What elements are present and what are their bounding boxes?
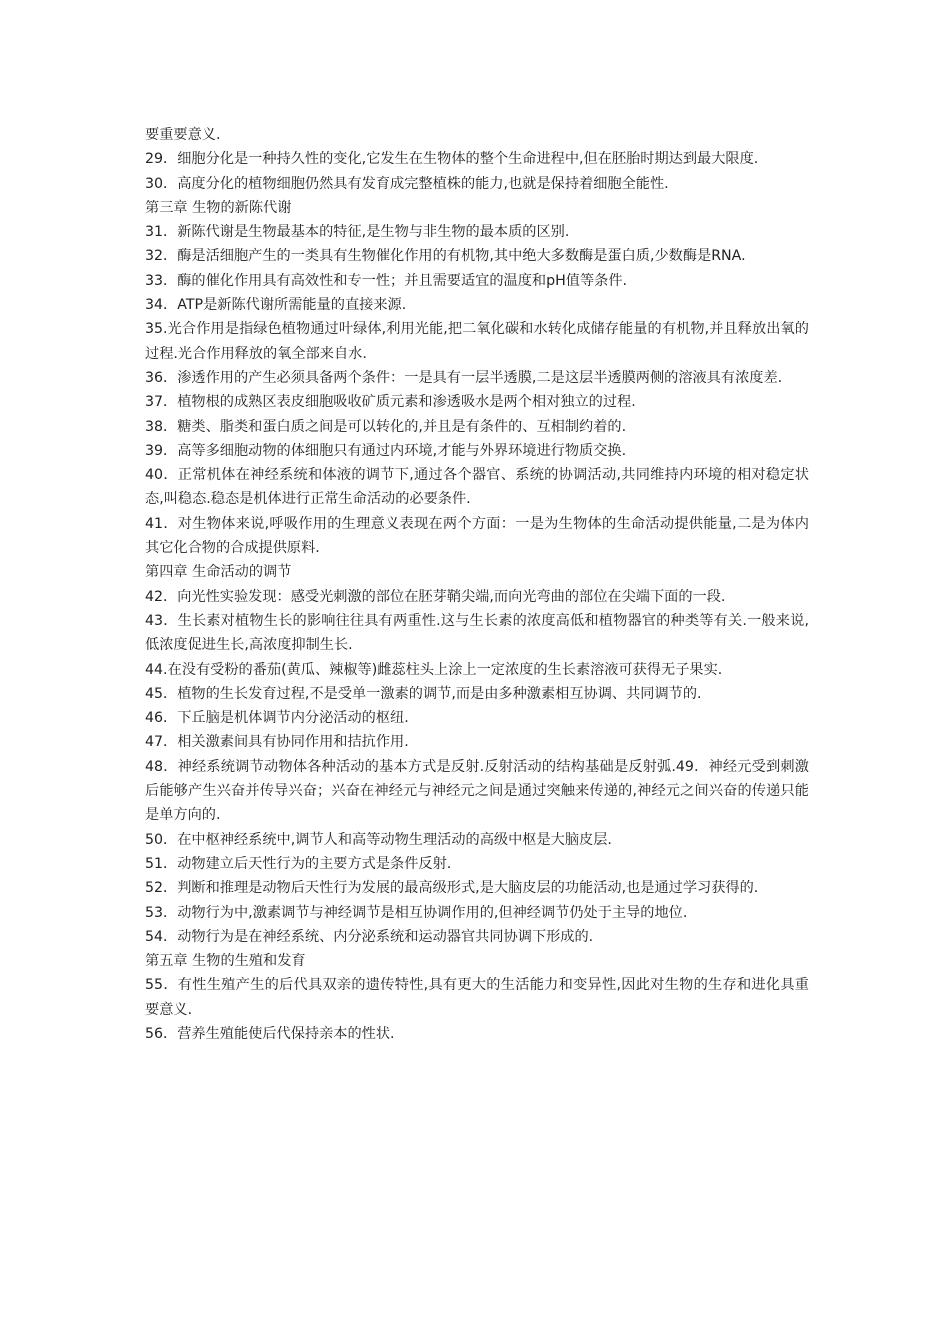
chapter-3-heading: 第三章 生物的新陈代谢 xyxy=(145,199,292,216)
item-31: 31．新陈代谢是生物最基本的特征,是生物与非生物的最本质的区别. xyxy=(145,224,570,241)
paragraph-fragment: 要重要意义. xyxy=(145,127,221,143)
item-45: 45．植物的生长发育过程,不是受单一激素的调节,而是由多种激素相互协调、共同调节的. xyxy=(145,685,702,702)
item-53: 53．动物行为中,激素调节与神经调节是相互协调作用的,但神经调节仍处于主导的地位. xyxy=(145,904,688,921)
item-56: 56．营养生殖能使后代保持亲本的性状. xyxy=(145,1025,395,1042)
item-47: 47．相关激素间具有协同作用和拮抗作用. xyxy=(145,734,409,751)
item-39: 39．高等多细胞动物的体细胞只有通过内环境,才能与外界环境进行物质交换. xyxy=(145,442,627,459)
item-46: 46．下丘脑是机体调节内分泌活动的枢纽. xyxy=(145,710,409,727)
item-35: 35.光合作用是指绿色植物通过叶绿体,利用光能,把二氧化碳和水转化成储存能量的有机物,并且释放出氧的过程.光合作用释放的氧全部来自水. xyxy=(145,321,809,362)
item-32: 32．酶是活细胞产生的一类具有生物催化作用的有机物,其中绝大多数酶是蛋白质,少数酶是RNA. xyxy=(145,248,746,265)
item-51: 51．动物建立后天性行为的主要方式是条件反射. xyxy=(145,855,452,872)
chapter-5-heading: 第五章 生物的生殖和发育 xyxy=(145,953,306,970)
chapter-4-heading: 第四章 生命活动的调节 xyxy=(145,564,292,581)
item-33: 33．酶的催化作用具有高效性和专一性；并且需要适宜的温度和pH值等条件. xyxy=(145,272,628,289)
item-42: 42．向光性实验发现：感受光刺激的部位在胚芽鞘尖端,而向光弯曲的部位在尖端下面的一段. xyxy=(145,588,726,605)
item-36: 36．渗透作用的产生必须具备两个条件：一是具有一层半透膜,二是这层半透膜两侧的溶液具有浓度差. xyxy=(145,369,783,386)
item-54: 54．动物行为是在神经系统、内分泌系统和运动器官共同协调下形成的. xyxy=(145,928,594,945)
item-48-49: 48．神经系统调节动物体各种活动的基本方式是反射.反射活动的结构基础是反射弧.49．神经元受到刺激后能够产生兴奋并传导兴奋；兴奋在神经元与神经元之间是通过突触来传递的,神经元之间兴奋的传递只能是单方向的. xyxy=(145,758,809,824)
item-50: 50．在中枢神经系统中,调节人和高等动物生理活动的高级中枢是大脑皮层. xyxy=(145,831,612,848)
item-38: 38．糖类、脂类和蛋白质之间是可以转化的,并且是有条件的、互相制约着的. xyxy=(145,418,627,435)
item-37: 37．植物根的成熟区表皮细胞吸收矿质元素和渗透吸水是两个相对独立的过程. xyxy=(145,394,636,411)
item-40: 40．正常机体在神经系统和体液的调节下,通过各个器官、系统的协调活动,共同维持内环境的相对稳定状态,叫稳态.稳态是机体进行正常生命活动的必要条件. xyxy=(145,467,809,508)
item-43: 43．生长素对植物生长的影响往往具有两重性.这与生长素的浓度高低和植物器官的种类等有关.一般来说,低浓度促进生长,高浓度抑制生长. xyxy=(145,612,809,654)
document-body xyxy=(145,123,809,1046)
item-41: 41．对生物体来说,呼吸作用的生理意义表现在两个方面：一是为生物体的生命活动提供能量,二是为体内其它化合物的合成提供原料. xyxy=(145,515,809,557)
item-29: 29．细胞分化是一种持久性的变化,它发生在生物体的整个生命进程中,但在胚胎时期达到最大限度. xyxy=(145,151,759,168)
item-55: 55．有性生殖产生的后代具双亲的遗传特性,具有更大的生活能力和变异性,因此对生物的生存和进化具重要意义. xyxy=(145,977,809,1018)
item-44: 44.在没有受粉的番茄(黄瓜、辣椒等)雌蕊柱头上涂上一定浓度的生长素溶液可获得无子果实. xyxy=(145,661,723,678)
item-30: 30．高度分化的植物细胞仍然具有发育成完整植株的能力,也就是保持着细胞全能性. xyxy=(145,175,669,192)
item-52: 52．判断和推理是动物后天性行为发展的最高级形式,是大脑皮层的功能活动,也是通过学习获得的. xyxy=(145,880,759,897)
item-34: 34．ATP是新陈代谢所需能量的直接来源. xyxy=(145,297,407,314)
